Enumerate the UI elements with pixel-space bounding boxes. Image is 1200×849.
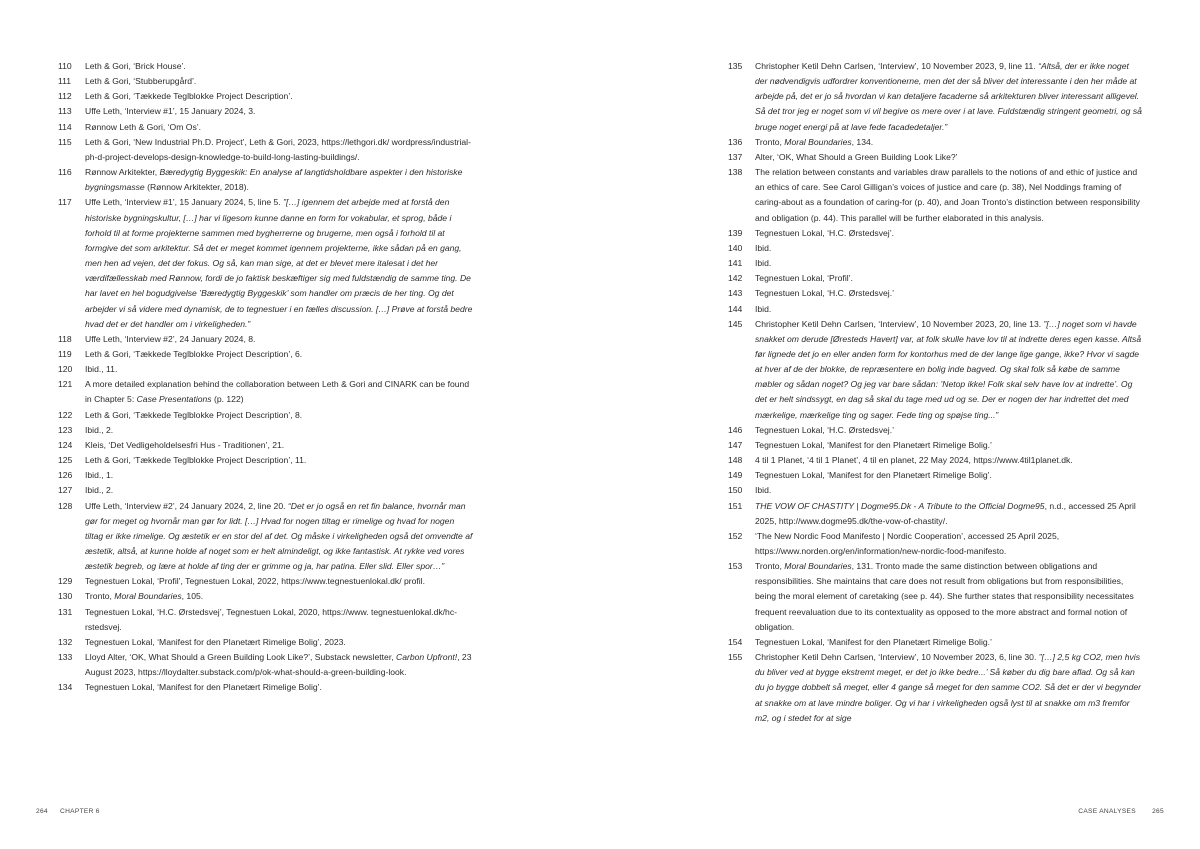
endnote <box>58 635 473 650</box>
endnote <box>58 332 473 347</box>
endnote-number: 152 <box>728 530 743 541</box>
endnote-text <box>85 453 473 468</box>
endnote-text-run: Tegnestuen Lokal, ‘Manifest for den Planetært Rimelige Bolig’, 2023. <box>85 636 346 647</box>
endnote-number: 124 <box>58 439 73 450</box>
endnote-text <box>85 165 473 195</box>
endnote-number: 136 <box>728 136 743 147</box>
right-page <box>600 0 1200 849</box>
endnote-number: 154 <box>728 636 743 647</box>
endnote-text-run: Rønnow Leth & Gori, ‘Om Os’. <box>85 121 202 132</box>
endnote <box>728 438 1143 453</box>
endnote-text-run: Christopher Ketil Dehn Carlsen, ‘Interview’, 10 November 2023, 9, line 11. <box>755 61 1039 71</box>
endnote-text <box>755 271 1143 286</box>
endnote <box>728 468 1143 483</box>
endnote-number: 135 <box>728 61 743 71</box>
endnote-number: 150 <box>728 485 743 496</box>
endnote <box>58 468 473 483</box>
endnote-text <box>755 241 1143 256</box>
endnote <box>58 423 473 438</box>
endnote-text-run: Leth & Gori, ‘Stubberupgård’. <box>85 76 197 87</box>
endnote-number: 137 <box>728 151 743 162</box>
endnote-text <box>755 423 1143 438</box>
endnote-number: 131 <box>58 606 73 617</box>
endnote-text <box>85 680 473 695</box>
endnote-text-run: Ibid. <box>755 258 772 269</box>
endnote-text-run: Uffe Leth, ‘Interview #2’, 24 January 2024, 2, line 20. <box>85 500 288 511</box>
endnote-text <box>755 302 1143 317</box>
endnote <box>58 680 473 695</box>
endnote <box>58 104 473 119</box>
endnote <box>58 574 473 589</box>
endnote <box>728 271 1143 286</box>
endnote-text <box>755 559 1143 635</box>
endnote <box>728 302 1143 317</box>
endnote <box>58 499 473 575</box>
endnote-number: 129 <box>58 576 73 587</box>
endnote <box>728 453 1143 468</box>
endnote-italic-text: “Altså, der er ikke noget der nødvendigvis udfordrer konventionerne, men det der så bliver det interessante i den her måde at arbejde på, det er jo så hvordan vi kan detaljere facaderne så arkitekturen bliver interessant alligevel. Så det tror jeg er noget som vi vil begive os mere over i at lave. Fuldstændig stringent geometri, og så bruge noget energi på at lave fede facadedetaljer.” <box>755 61 1142 132</box>
endnote-number: 153 <box>728 561 743 572</box>
endnote <box>728 559 1143 635</box>
endnote <box>728 423 1143 438</box>
endnote-italic-text: ”[…] 2,5 kg CO2, men hvis du bliver ved at bygge ekstremt meget, er det jo ikke bedre...’ Så køber du dig bare aflad. Og så kan du jo bygge dobbelt så meget, eller 4 gange så meget for den samme CO2. Så det er der vi begynder at snakke om at lave mindre boliger. Og vi har i virkeligheden også lyst til at snakke om m3 fremfor m2, og i stedet for at sige <box>755 652 1141 723</box>
endnote-text <box>755 150 1143 165</box>
endnote-text-run: Tegnestuen Lokal, ‘H.C. Ørstedsvej’, Tegnestuen Lokal, 2020, https://www. tegnestuenlokal.dk/hc-rstedsvej. <box>85 606 457 632</box>
endnote-italic-text: Case Presentations <box>136 394 212 405</box>
endnote <box>58 605 473 635</box>
endnote <box>58 120 473 135</box>
endnote-text-run: Kleis, ‘Det Vedligeholdelsesfri Hus - Traditionen’, 21. <box>85 439 285 450</box>
endnote-number: 121 <box>58 379 73 390</box>
endnote-number: 134 <box>58 682 73 693</box>
endnote-text <box>755 453 1143 468</box>
endnote <box>728 317 1143 423</box>
endnote-text-run: , 131. Tronto made the same distinction between obligations and responsibilities. She maintains that care does not result from obligations but from responsibilities, being the moral element of caretaking (see p. 44). She further states that responsibility necessitates frequent reevaluation due to its contextuality as opposed to the more abstract and formal notion of obligation. <box>755 561 1134 632</box>
endnote <box>728 635 1143 650</box>
endnote-text <box>755 165 1143 226</box>
page-number-left: 264 <box>36 808 48 815</box>
endnote <box>728 256 1143 271</box>
endnote-text-run: Tegnestuen Lokal, ‘H.C. Ørstedsvej’. <box>755 227 894 238</box>
endnote-text <box>85 483 473 498</box>
endnote-italic-text: Carbon Upfront! <box>395 652 458 663</box>
endnote-number: 142 <box>728 273 743 284</box>
endnote-text-run: Ibid., 11. <box>85 364 118 375</box>
endnote <box>728 59 1143 135</box>
endnote-number: 118 <box>58 333 72 344</box>
endnote-text-run: ‘The New Nordic Food Manifesto | Nordic Cooperation’, accessed 25 April 2025, https://www.norden.org/en/information/new-nordic-food-manifesto. <box>755 530 1060 556</box>
endnote-text <box>85 104 473 119</box>
page-number-right: 265 <box>1152 808 1164 815</box>
endnote-text <box>85 59 473 74</box>
endnote-text <box>755 529 1143 559</box>
endnote-text <box>85 438 473 453</box>
endnote-number: 149 <box>728 470 743 481</box>
endnote-text-run: The relation between constants and variables draw parallels to the notions of and ethic of justice and an ethics of care. See Carol Gilligan’s voices of justice and care (p. 38), Nel Noddings framing of caring-about as a foundation of caring-for (p. 40), and Joan Tronto’s distinction between responsibility and obligation (p. 44). This parallel will be further elaborated in this analysis. <box>755 167 1140 223</box>
endnote-number: 116 <box>58 167 72 178</box>
endnote <box>58 453 473 468</box>
endnote-text <box>85 74 473 89</box>
endnote-number: 155 <box>728 652 743 663</box>
endnote-text-run: Tegnestuen Lokal, ‘Profil’, Tegnestuen Lokal, 2022, https://www.tegnestuenlokal.dk/ profil. <box>85 576 425 587</box>
endnote-number: 111 <box>58 76 72 87</box>
endnote-number: 126 <box>58 470 73 481</box>
endnote-text-run: Lloyd Alter, ‘OK, What Should a Green Building Look Like?’, Substack newsletter, <box>85 652 396 663</box>
endnote-text <box>755 59 1143 135</box>
endnote <box>58 165 473 195</box>
endnote-text-run: , 134. <box>851 136 874 147</box>
endnote-number: 151 <box>728 500 743 511</box>
endnote-text-run: A more detailed explanation behind the collaboration between Leth & Gori and CINARK can be found in Chapter 5: <box>85 379 470 405</box>
endnote-text-run: Leth & Gori, ‘New Industrial Ph.D. Project’, Leth & Gori, 2023, https://lethgori.dk/ wordpress/industrial-ph-d-project-develops-design-knowledge-to-build-long-lasting-buildings/. <box>85 136 471 162</box>
endnote-text-run: Ibid., 2. <box>85 485 114 496</box>
endnote-text <box>85 408 473 423</box>
endnote-number: 112 <box>58 91 72 102</box>
endnote-number: 145 <box>728 318 743 329</box>
endnote-text-run: Ibid. <box>755 485 772 496</box>
endnote <box>58 408 473 423</box>
endnote-text-run: Ibid. <box>755 242 772 253</box>
endnote-text-run: (p. 122) <box>211 394 244 405</box>
endnotes-list-left <box>58 59 473 696</box>
endnote-number: 115 <box>58 136 72 147</box>
endnote <box>728 650 1143 726</box>
endnote-text-run: Tegnestuen Lokal, ‘H.C. Ørstedsvej.’ <box>755 288 894 299</box>
endnote-text-run: Tronto, <box>755 136 785 147</box>
endnote <box>58 589 473 604</box>
endnote <box>58 438 473 453</box>
endnote <box>58 650 473 680</box>
endnote <box>58 347 473 362</box>
endnote-text <box>755 650 1143 726</box>
endnote-text-run: Ibid. <box>755 303 772 314</box>
endnote-text-run: Ibid., 2. <box>85 424 114 435</box>
endnote-number: 119 <box>58 348 72 359</box>
endnote-text <box>85 332 473 347</box>
endnote-text-run: Leth & Gori, ‘Tækkede Teglblokke Project Description’, 6. <box>85 348 303 359</box>
endnote <box>728 499 1143 529</box>
endnote-text-run: Uffe Leth, ‘Interview #1’, 15 January 2024, 3. <box>85 106 256 117</box>
endnote-text <box>85 347 473 362</box>
endnote <box>58 483 473 498</box>
endnote-text <box>85 89 473 104</box>
endnote-text-run: , 23 August 2023, https://lloydalter.substack.com/p/ok-what-should-a-green-building-look. <box>85 652 472 678</box>
endnote-text <box>755 499 1143 529</box>
endnote-number: 117 <box>58 197 72 208</box>
endnote-number: 114 <box>58 121 72 132</box>
endnote-number: 110 <box>58 61 72 71</box>
endnote-text-run: Tegnestuen Lokal, ‘Manifest for den Planetært Rimelige Bolig.’ <box>755 439 992 450</box>
running-head-right: CASE ANALYSES <box>1078 808 1136 815</box>
endnote-text-run: 4 til 1 Planet, ‘4 til 1 Planet’, 4 til en planet, 22 May 2024, https://www.4til1planet.dk. <box>755 455 1073 466</box>
endnote <box>58 89 473 104</box>
endnote-italic-text: Moral Boundaries <box>114 591 182 602</box>
endnote-text <box>85 468 473 483</box>
endnote <box>728 483 1143 498</box>
endnote-text-run: Tegnestuen Lokal, ‘Manifest for den Planetært Rimelige Bolig’. <box>755 470 992 481</box>
endnote-number: 125 <box>58 455 73 466</box>
endnote-text-run: Uffe Leth, ‘Interview #1’, 15 January 2024, 5, line 5. <box>85 197 284 208</box>
endnote-text-run: Tronto, <box>85 591 115 602</box>
endnote-text <box>755 468 1143 483</box>
endnote <box>58 59 473 74</box>
endnote-italic-text: THE VOW OF CHASTITY | Dogme95.Dk - A Tribute to the Official Dogme95 <box>755 500 1045 511</box>
endnote <box>728 286 1143 301</box>
endnote <box>58 362 473 377</box>
endnote-text <box>755 135 1143 150</box>
endnote-text <box>755 286 1143 301</box>
endnote-text <box>85 423 473 438</box>
endnote-text <box>85 195 473 331</box>
endnote-text-run: Alter, ‘OK, What Should a Green Building Look Like?’ <box>755 151 958 162</box>
endnote <box>728 150 1143 165</box>
endnote-text-run: Tegnestuen Lokal, ‘Profil’. <box>755 273 853 284</box>
endnote-text <box>755 317 1143 423</box>
endnote-number: 139 <box>728 227 743 238</box>
endnote-text <box>755 226 1143 241</box>
endnote-number: 128 <box>58 500 73 511</box>
endnote-text <box>85 635 473 650</box>
endnote-text-run: Rønnow Arkitekter, <box>85 167 160 178</box>
footer-left <box>36 808 100 815</box>
endnote-number: 147 <box>728 439 743 450</box>
endnote-number: 122 <box>58 409 73 420</box>
endnote <box>728 529 1143 559</box>
endnote-number: 133 <box>58 652 73 663</box>
endnote <box>728 165 1143 226</box>
endnote-text-run: Tegnestuen Lokal, ‘Manifest for den Planetært Rimelige Bolig.’ <box>755 636 992 647</box>
endnote-text <box>755 635 1143 650</box>
endnote-text <box>755 256 1143 271</box>
endnote-text-run: Tegnestuen Lokal, ‘Manifest for den Planetært Rimelige Bolig’. <box>85 682 322 693</box>
endnote-italic-text: Moral Boundaries <box>784 561 852 572</box>
endnote-text <box>755 438 1143 453</box>
endnote-text <box>85 362 473 377</box>
endnote-text <box>85 589 473 604</box>
endnote-italic-text: ”[…] igennem det arbejde med at forstå den historiske bygningskultur, […] har vi ligesom kunne danne en form for vokabular, et sprog, både i forhold til at forme projekterne sammen med bygherrerne og brugerne, men også i forhold til at formgive det som arkitektur. Så det er meget kommet igennem projekterne, ikke sådan på en gang, men hen ad vejen, det der fokus. Og så, kan man sige, at det er blevet mere italesat i det her værdifællesskab med Rønnow, fordi de jo faktisk beskæftiger sig med fuldstændig de samme ting. De har lavet en hel bogudgivelse ’Bæredygtig Byggeskik’ som handler om præcis de her ting. Og det arbejder vi så videre med dynamisk, de to tegnestuer i en fælles discussion. […] Prøve at forstå bedre hvad det er det handler om i virkeligheden.” <box>85 197 473 329</box>
running-head-left: CHAPTER 6 <box>60 808 100 815</box>
endnote <box>728 135 1143 150</box>
endnote <box>58 195 473 331</box>
endnote-text <box>85 135 473 165</box>
endnote-number: 132 <box>58 636 73 647</box>
endnote-text-run: Christopher Ketil Dehn Carlsen, ‘Interview’, 10 November 2023, 20, line 13. <box>755 318 1044 329</box>
endnote-text <box>85 377 473 407</box>
endnote-italic-text: Moral Boundaries <box>784 136 852 147</box>
endnote-text-run: , 105. <box>181 591 204 602</box>
endnote-text-run: Tegnestuen Lokal, ‘H.C. Ørstedsvej.’ <box>755 424 894 435</box>
endnote-number: 113 <box>58 106 72 117</box>
endnote-text <box>85 605 473 635</box>
endnote-text <box>85 499 473 575</box>
endnote-number: 138 <box>728 167 743 178</box>
endnote-text-run: Tronto, <box>755 561 785 572</box>
endnote-text <box>85 120 473 135</box>
endnote-number: 144 <box>728 303 743 314</box>
endnote-text-run: Leth & Gori, ‘Tækkede Teglblokke Project Description’, 8. <box>85 409 303 420</box>
endnote-text <box>755 483 1143 498</box>
endnote-italic-text: Bæredygtig Byggeskik: En analyse af langtidsholdbare aspekter i den historiske bygningsmasse <box>85 167 463 193</box>
endnote-text <box>85 574 473 589</box>
endnote-number: 148 <box>728 455 743 466</box>
endnote-text-run: (Rønnow Arkitekter, 2018). <box>144 182 249 193</box>
endnote <box>728 241 1143 256</box>
endnote-number: 143 <box>728 288 743 299</box>
endnote-text-run: , n.d., accessed 25 April 2025, http://www.dogme95.dk/the-vow-of-chastity/. <box>755 500 1136 526</box>
endnote-text-run: Christopher Ketil Dehn Carlsen, ‘Interview’, 10 November 2023, 6, line 30. <box>755 652 1039 663</box>
footer-right <box>1078 808 1164 815</box>
endnote-number: 141 <box>728 258 743 269</box>
endnote-number: 146 <box>728 424 743 435</box>
endnote-number: 127 <box>58 485 73 496</box>
endnote-number: 140 <box>728 242 743 253</box>
endnote <box>728 226 1143 241</box>
endnote <box>58 377 473 407</box>
endnote-number: 120 <box>58 364 73 375</box>
endnote-text <box>85 650 473 680</box>
endnote-text-run: Ibid., 1. <box>85 470 114 481</box>
endnote-italic-text: ”[…] noget som vi havde snakket om derude [Øresteds Havert] var, at folk skulle have lov til at indrette deres egen kasse. Altså før lignede det jo en eller anden form for kontorhus med de der lange lige gange, ikke? Hvor vi sagde at hver af de der blokke, de repræsentere en bolig inde bagved. Og skal folk så købe de samme møbler og sådan noget? Og jeg var bare sådan: ’Netop ikke! Folk skal selv have lov at indrette’. Og det er helt sindssygt, en dag så skal du tage med ud og se. Der er nogen der har indrettet det med mærkelige, mærkelige ting og sager. Fede ting og spøjse ting...” <box>755 318 1142 420</box>
endnote-italic-text: “Det er jo også en ret fin balance, hvornår man gør for meget og hvornår man gør for lidt. […] Hvad for nogen tiltag er rimelige og hvad for nogen tiltag er ikke rimelige. Og æstetik er en stor del af det. Og måske i virkeligheden også det omvendte af æstetik, altså, at kunne holde af noget som er helt almindeligt, og ikke fantastisk. At rykke ved vores æstetik begreb, og lære at holde af ting der er grimme og ja, har patina. Eller slid. Eller spor…” <box>85 500 473 572</box>
endnote <box>58 135 473 165</box>
endnote-text-run: Leth & Gori, ‘Tækkede Teglblokke Project Description’. <box>85 91 293 102</box>
endnotes-list-right <box>728 59 1143 726</box>
endnote-text-run: Leth & Gori, ‘Tækkede Teglblokke Project Description’, 11. <box>85 455 307 466</box>
endnote-text-run: Uffe Leth, ‘Interview #2’, 24 January 2024, 8. <box>85 333 256 344</box>
endnote <box>58 74 473 89</box>
endnote-number: 130 <box>58 591 73 602</box>
endnote-number: 123 <box>58 424 73 435</box>
endnote-text-run: Leth & Gori, ‘Brick House’. <box>85 61 186 71</box>
